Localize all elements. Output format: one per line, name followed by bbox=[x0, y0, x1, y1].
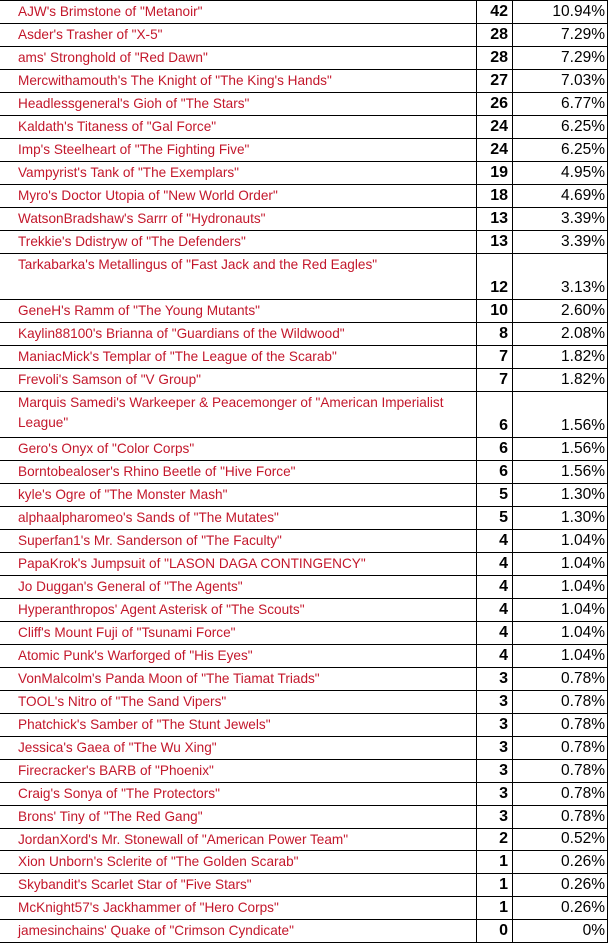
entry-name: JordanXord's Mr. Stonewall of "American Power Team" bbox=[0, 829, 477, 850]
vote-percent: 2.60% bbox=[513, 300, 608, 322]
vote-percent: 0% bbox=[513, 920, 608, 942]
entry-name: Cliff's Mount Fuji of "Tsunami Force" bbox=[0, 622, 477, 644]
entry-name: Tarkabarka's Metallingus of "Fast Jack and the Red Eagles" bbox=[0, 254, 477, 299]
vote-percent: 1.56% bbox=[513, 438, 608, 460]
entry-name: Marquis Samedi's Warkeeper & Peacemonger of "American Imperialist League" bbox=[0, 392, 477, 437]
vote-count: 1 bbox=[477, 851, 513, 873]
table-row bbox=[0, 645, 608, 668]
table-row bbox=[0, 920, 608, 943]
table-row bbox=[0, 139, 608, 162]
vote-count: 4 bbox=[477, 530, 513, 552]
vote-count: 0 bbox=[477, 920, 513, 942]
entry-name: TOOL's Nitro of "The Sand Vipers" bbox=[0, 691, 477, 713]
vote-percent: 0.26% bbox=[513, 897, 608, 919]
entry-name: jamesinchains' Quake of "Crimson Cyndicate" bbox=[0, 920, 477, 942]
vote-count: 6 bbox=[477, 461, 513, 483]
entry-name: ams' Stronghold of "Red Dawn" bbox=[0, 47, 477, 69]
vote-count: 26 bbox=[477, 93, 513, 115]
vote-percent: 6.25% bbox=[513, 116, 608, 138]
entry-name: Frevoli's Samson of "V Group" bbox=[0, 369, 477, 391]
table-row bbox=[0, 874, 608, 897]
entry-name: Kaldath's Titaness of "Gal Force" bbox=[0, 116, 477, 138]
table-row bbox=[0, 70, 608, 93]
table-row bbox=[0, 737, 608, 760]
vote-percent: 6.25% bbox=[513, 139, 608, 161]
vote-count: 4 bbox=[477, 645, 513, 667]
entry-name: Headlessgeneral's Gioh of "The Stars" bbox=[0, 93, 477, 115]
vote-count: 24 bbox=[477, 139, 513, 161]
vote-count: 3 bbox=[477, 668, 513, 690]
vote-percent: 1.04% bbox=[513, 622, 608, 644]
vote-percent: 0.78% bbox=[513, 714, 608, 736]
vote-count: 8 bbox=[477, 323, 513, 345]
table-row bbox=[0, 622, 608, 645]
vote-percent: 1.04% bbox=[513, 530, 608, 552]
vote-count: 2 bbox=[477, 829, 513, 850]
table-row bbox=[0, 897, 608, 920]
table-row bbox=[0, 185, 608, 208]
vote-count: 1 bbox=[477, 874, 513, 896]
table-row bbox=[0, 691, 608, 714]
entry-name: Craig's Sonya of "The Protectors" bbox=[0, 783, 477, 805]
table-row bbox=[0, 668, 608, 691]
entry-name: Atomic Punk's Warforged of "His Eyes" bbox=[0, 645, 477, 667]
table-row bbox=[0, 369, 608, 392]
vote-percent: 4.69% bbox=[513, 185, 608, 207]
vote-count: 1 bbox=[477, 897, 513, 919]
vote-count: 13 bbox=[477, 208, 513, 230]
table-row bbox=[0, 783, 608, 806]
vote-count: 3 bbox=[477, 714, 513, 736]
vote-count: 42 bbox=[477, 1, 513, 23]
vote-count: 12 bbox=[477, 254, 513, 299]
vote-percent: 1.30% bbox=[513, 507, 608, 529]
table-row bbox=[0, 254, 608, 300]
entry-name: Mercwithamouth's The Knight of "The King's Hands" bbox=[0, 70, 477, 92]
entry-name: Jo Duggan's General of "The Agents" bbox=[0, 576, 477, 598]
entry-name: Firecracker's BARB of "Phoenix" bbox=[0, 760, 477, 782]
vote-count: 4 bbox=[477, 576, 513, 598]
vote-percent: 7.03% bbox=[513, 70, 608, 92]
vote-percent: 0.78% bbox=[513, 760, 608, 782]
vote-count: 3 bbox=[477, 806, 513, 828]
vote-count: 6 bbox=[477, 392, 513, 437]
entry-name: Superfan1's Mr. Sanderson of "The Faculty" bbox=[0, 530, 477, 552]
vote-count: 3 bbox=[477, 737, 513, 759]
vote-percent: 7.29% bbox=[513, 47, 608, 69]
table-row bbox=[0, 806, 608, 829]
vote-count: 4 bbox=[477, 599, 513, 621]
entry-name: Myro's Doctor Utopia of "New World Order" bbox=[0, 185, 477, 207]
table-row bbox=[0, 461, 608, 484]
table-row bbox=[0, 93, 608, 116]
entry-name: ManiacMick's Templar of "The League of the Scarab" bbox=[0, 346, 477, 368]
entry-name: Gero's Onyx of "Color Corps" bbox=[0, 438, 477, 460]
vote-count: 10 bbox=[477, 300, 513, 322]
table-row bbox=[0, 392, 608, 438]
table-row bbox=[0, 47, 608, 70]
entry-name: Imp's Steelheart of "The Fighting Five" bbox=[0, 139, 477, 161]
vote-percent: 0.78% bbox=[513, 691, 608, 713]
vote-percent: 2.08% bbox=[513, 323, 608, 345]
vote-count: 4 bbox=[477, 622, 513, 644]
entry-name: Jessica's Gaea of "The Wu Xing" bbox=[0, 737, 477, 759]
entry-name: alphaalpharomeo's Sands of "The Mutates" bbox=[0, 507, 477, 529]
vote-percent: 0.78% bbox=[513, 737, 608, 759]
vote-count: 18 bbox=[477, 185, 513, 207]
entry-name: Xion Unborn's Sclerite of "The Golden Scarab" bbox=[0, 851, 477, 873]
table-row bbox=[0, 231, 608, 254]
entry-name: AJW's Brimstone of "Metanoir" bbox=[0, 1, 477, 23]
entry-name: Borntobealoser's Rhino Beetle of "Hive Force" bbox=[0, 461, 477, 483]
table-row bbox=[0, 346, 608, 369]
entry-name: Phatchick's Samber of "The Stunt Jewels" bbox=[0, 714, 477, 736]
table-row bbox=[0, 300, 608, 323]
table-row bbox=[0, 208, 608, 231]
table-row bbox=[0, 599, 608, 622]
vote-percent: 4.95% bbox=[513, 162, 608, 184]
vote-count: 28 bbox=[477, 24, 513, 46]
vote-count: 24 bbox=[477, 116, 513, 138]
vote-count: 19 bbox=[477, 162, 513, 184]
vote-percent: 1.82% bbox=[513, 346, 608, 368]
entry-name: kyle's Ogre of "The Monster Mash" bbox=[0, 484, 477, 506]
vote-percent: 0.26% bbox=[513, 851, 608, 873]
vote-percent: 0.52% bbox=[513, 829, 608, 850]
entry-name: Hyperanthropos' Agent Asterisk of "The Scouts" bbox=[0, 599, 477, 621]
vote-percent: 3.39% bbox=[513, 231, 608, 253]
table-row bbox=[0, 1, 608, 24]
table-row bbox=[0, 438, 608, 461]
vote-count: 3 bbox=[477, 783, 513, 805]
vote-percent: 3.13% bbox=[513, 254, 608, 299]
vote-count: 27 bbox=[477, 70, 513, 92]
vote-percent: 1.82% bbox=[513, 369, 608, 391]
vote-percent: 1.30% bbox=[513, 484, 608, 506]
vote-percent: 0.78% bbox=[513, 806, 608, 828]
vote-count: 28 bbox=[477, 47, 513, 69]
vote-count: 3 bbox=[477, 691, 513, 713]
entry-name: VonMalcolm's Panda Moon of "The Tiamat Triads" bbox=[0, 668, 477, 690]
entry-name: Kaylin88100's Brianna of "Guardians of the Wildwood" bbox=[0, 323, 477, 345]
vote-percent: 0.78% bbox=[513, 783, 608, 805]
vote-percent: 1.56% bbox=[513, 392, 608, 437]
entry-name: Trekkie's Ddistryw of "The Defenders" bbox=[0, 231, 477, 253]
table-row bbox=[0, 116, 608, 139]
vote-count: 6 bbox=[477, 438, 513, 460]
entry-name: WatsonBradshaw's Sarrr of "Hydronauts" bbox=[0, 208, 477, 230]
vote-percent: 7.29% bbox=[513, 24, 608, 46]
vote-count: 3 bbox=[477, 760, 513, 782]
entry-name: McKnight57's Jackhammer of "Hero Corps" bbox=[0, 897, 477, 919]
table-row bbox=[0, 530, 608, 553]
vote-count: 7 bbox=[477, 346, 513, 368]
table-row bbox=[0, 24, 608, 47]
entry-name: PapaKrok's Jumpsuit of "LASON DAGA CONTINGENCY" bbox=[0, 553, 477, 575]
vote-percent: 6.77% bbox=[513, 93, 608, 115]
vote-percent: 1.04% bbox=[513, 553, 608, 575]
vote-percent: 0.78% bbox=[513, 668, 608, 690]
table-row bbox=[0, 484, 608, 507]
vote-count: 7 bbox=[477, 369, 513, 391]
table-row bbox=[0, 323, 608, 346]
vote-count: 5 bbox=[477, 484, 513, 506]
table-row bbox=[0, 760, 608, 783]
vote-percent: 1.04% bbox=[513, 599, 608, 621]
vote-percent: 10.94% bbox=[513, 1, 608, 23]
vote-percent: 1.04% bbox=[513, 576, 608, 598]
entry-name: Brons' Tiny of "The Red Gang" bbox=[0, 806, 477, 828]
table-row bbox=[0, 576, 608, 599]
table-row bbox=[0, 553, 608, 576]
table-row bbox=[0, 507, 608, 530]
table-row bbox=[0, 162, 608, 185]
table-row bbox=[0, 828, 608, 851]
vote-count: 5 bbox=[477, 507, 513, 529]
table-row bbox=[0, 851, 608, 874]
table-row bbox=[0, 714, 608, 737]
entry-name: Vampyrist's Tank of "The Exemplars" bbox=[0, 162, 477, 184]
vote-percent: 1.04% bbox=[513, 645, 608, 667]
entry-name: GeneH's Ramm of "The Young Mutants" bbox=[0, 300, 477, 322]
vote-percent: 3.39% bbox=[513, 208, 608, 230]
vote-percent: 1.56% bbox=[513, 461, 608, 483]
entry-name: Skybandit's Scarlet Star of "Five Stars" bbox=[0, 874, 477, 896]
vote-percent: 0.26% bbox=[513, 874, 608, 896]
vote-count: 13 bbox=[477, 231, 513, 253]
vote-count: 4 bbox=[477, 553, 513, 575]
entry-name: Asder's Trasher of "X-5" bbox=[0, 24, 477, 46]
